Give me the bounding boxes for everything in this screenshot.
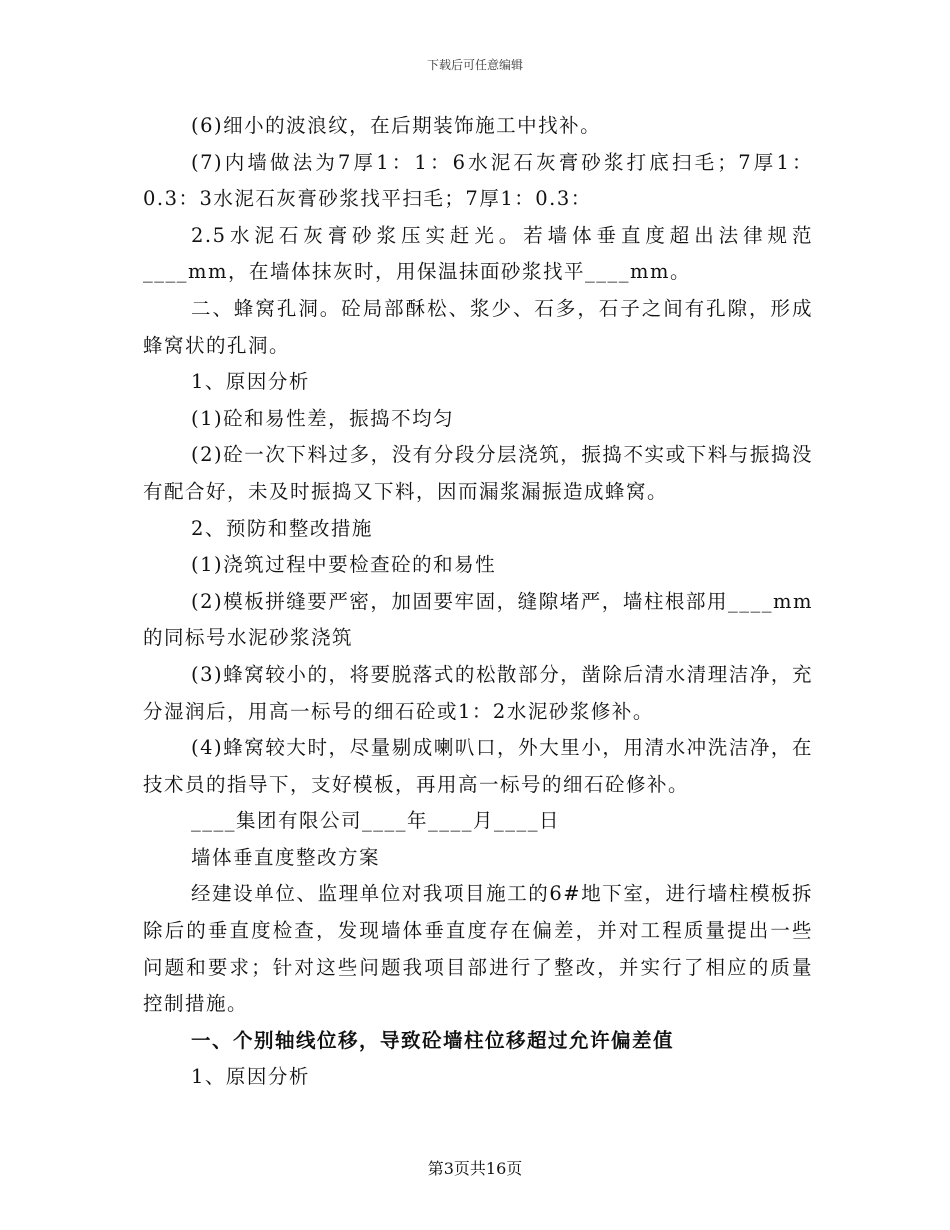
page-header: 下载后可任意编辑 [426,58,523,72]
paragraph: 一、个别轴线位移，导致砼墙柱位移超过允许偏差值 [191,1028,675,1052]
paragraph: 2.5水泥石灰膏砂浆压实赶光。若墙体垂直度超出法律规范____mm，在墙体抹灰时，用保温抹面砂浆找平____mm。 [143,223,813,284]
paragraph: (1)砼和易性差，振捣不均匀 [191,406,455,430]
paragraph: (2)砼一次下料过多，没有分段分层浇筑，振捣不实或下料与振捣没有配合好，未及时振捣又下料，因而漏浆漏振造成蜂窝。 [143,443,813,503]
paragraph: (4)蜂窝较大时，尽量剔成喇叭口，外大里小，用清水冲洗洁净，在技术员的指导下，支好模板，再用高一标号的细石砼修补。 [143,736,813,796]
paragraph: ____集团有限公司____年____月____日 [191,809,561,833]
paragraph: 1、原因分析 [191,1065,310,1089]
paragraph: 1、原因分析 [191,370,310,394]
paragraph: (3)蜂窝较小的，将要脱落式的松散部分，凿除后清水清理洁净，充分湿润后，用高一标号的细石砼或1：2水泥砂浆修补。 [143,662,813,723]
paragraph: (1)浇筑过程中要检查砼的和易性 [191,553,497,577]
paragraph: 墙体垂直度整改方案 [191,845,381,869]
document-body [143,108,813,1096]
paragraph: (6)细小的波浪纹，在后期装饰施工中找补。 [191,114,602,137]
page-footer: 第3页共16页 [427,1159,523,1178]
paragraph: (2)模板拼缝要严密，加固要牢固，缝隙堵严，墙柱根部用____mm的同标号水泥砂浆浇筑 [143,589,813,650]
paragraph: (7)内墙做法为7厚1：1：6水泥石灰膏砂浆打底扫毛；7厚1：0.3：3水泥石灰膏砂浆找平扫毛；7厚1：0.3： [143,150,813,211]
paragraph: 2、预防和整改措施 [191,516,373,540]
paragraph: 二、蜂窝孔洞。砼局部酥松、浆少、石多，石子之间有孔隙，形成蜂窝状的孔洞。 [143,296,813,357]
paragraph: 经建设单位、监理单位对我项目施工的6#地下室，进行墙柱模板拆除后的垂直度检查，发现墙体垂直度存在偏差，并对工程质量提出一些问题和要求；针对这些问题我项目部进行了整改，并实行了相应的质量控制措施。 [143,882,813,1016]
